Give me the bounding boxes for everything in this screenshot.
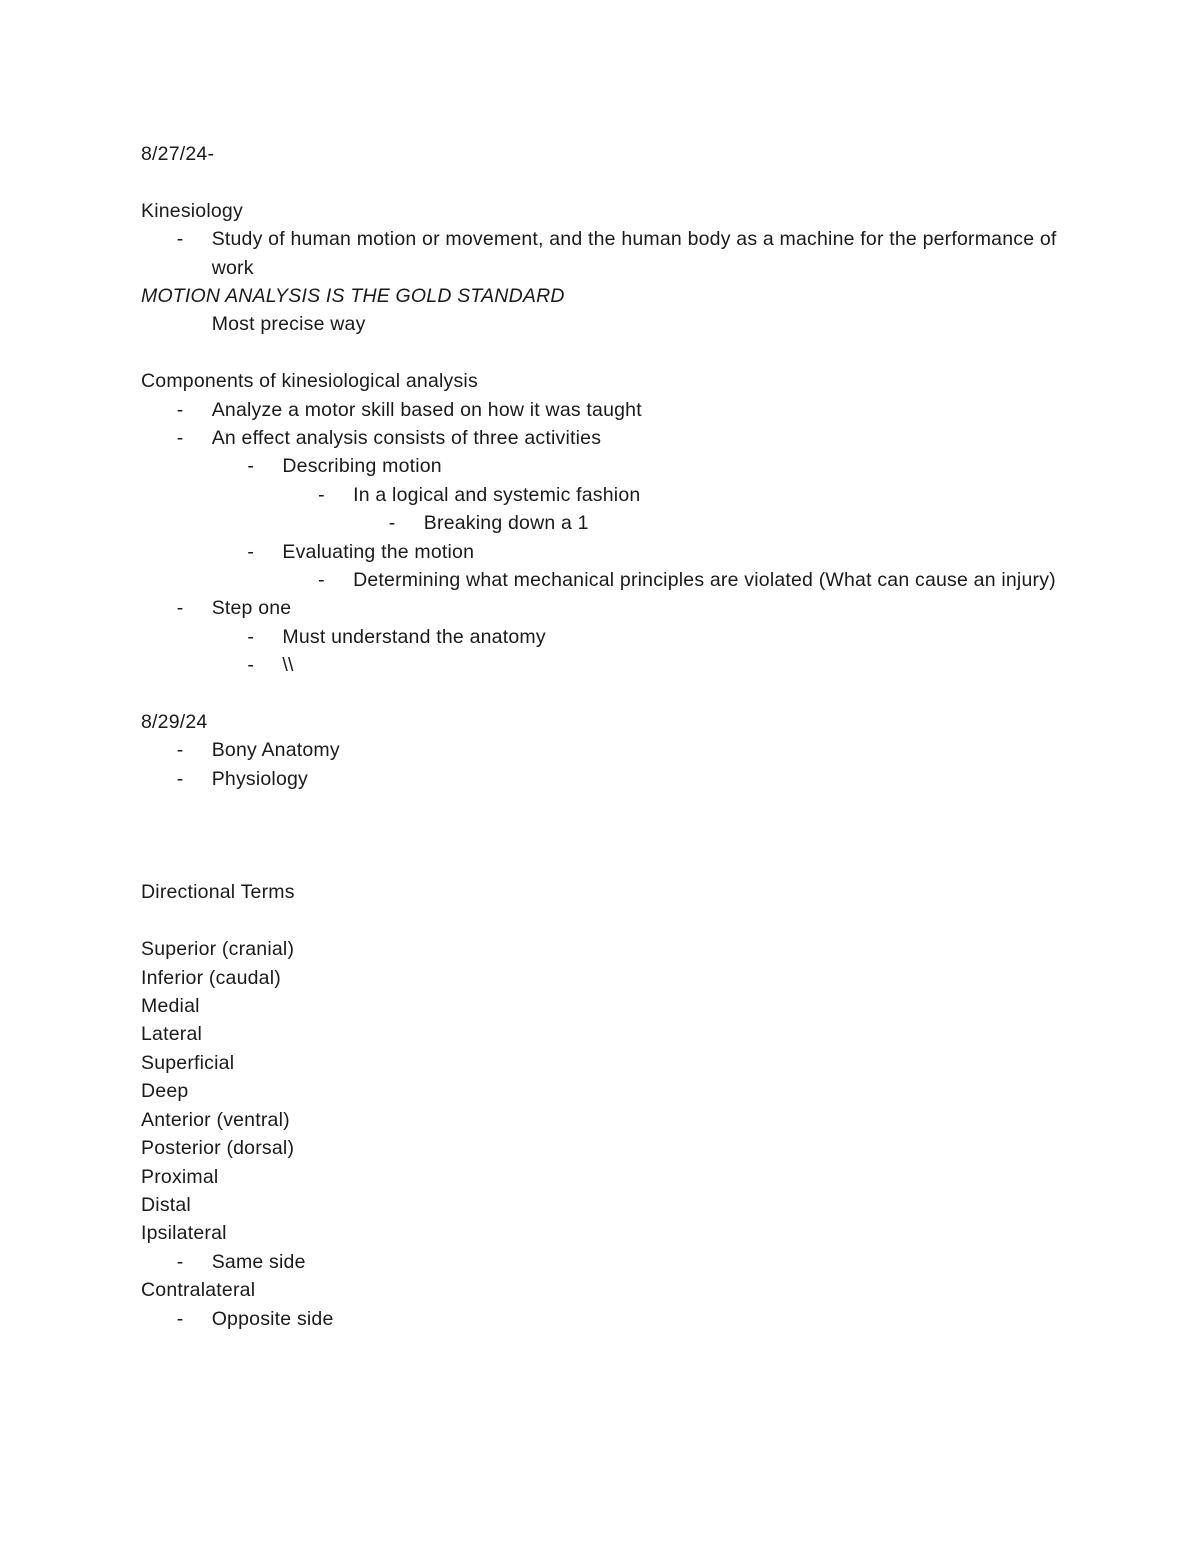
- line-text: Kinesiology: [141, 199, 243, 222]
- line-text: Directional Terms: [141, 881, 295, 904]
- text-line: [141, 878, 1061, 906]
- bullet-item: [141, 623, 1061, 651]
- bullet-item: [141, 452, 1061, 480]
- line-text: Most precise way: [211, 313, 366, 336]
- line-text: 8/29/24: [141, 711, 208, 734]
- line-text: MOTION ANALYSIS IS THE GOLD STANDARD: [141, 285, 565, 308]
- text-line: [141, 1077, 1061, 1105]
- bullet-item: [141, 396, 1061, 424]
- bullet-item: [141, 651, 1061, 679]
- blank-line: [141, 680, 1061, 708]
- line-text: Breaking down a 1: [423, 512, 589, 535]
- text-line: [141, 1134, 1061, 1162]
- bullet-dash: -: [176, 1307, 184, 1330]
- document-body: [141, 140, 1061, 1333]
- line-text: Distal: [141, 1193, 191, 1216]
- line-text: Study of human motion or movement, and the human body as a machine for the performance of work: [211, 228, 1057, 279]
- text-line: [141, 708, 1061, 736]
- blank-line: [141, 339, 1061, 367]
- line-text: Determining what mechanical principles are violated (What can cause an injury): [353, 569, 1056, 592]
- blank-line: [141, 793, 1061, 821]
- line-text: Proximal: [141, 1165, 219, 1188]
- line-text: Deep: [141, 1080, 189, 1103]
- text-line: [141, 1191, 1061, 1219]
- line-text: Must understand the anatomy: [282, 625, 546, 648]
- text-line: [141, 1049, 1061, 1077]
- line-text: Evaluating the motion: [282, 540, 475, 563]
- line-text: Ipsilateral: [141, 1222, 227, 1245]
- bullet-dash: -: [247, 540, 255, 563]
- text-line: [141, 964, 1061, 992]
- bullet-item: [141, 225, 1061, 282]
- blank-line: [141, 850, 1061, 878]
- line-text: \\: [282, 654, 294, 677]
- text-line: [141, 992, 1061, 1020]
- line-text: Contralateral: [141, 1279, 256, 1302]
- line-text: Same side: [211, 1250, 306, 1273]
- line-text: Medial: [141, 995, 200, 1018]
- bullet-dash: -: [176, 228, 184, 251]
- text-line: [141, 310, 1061, 338]
- bullet-item: [141, 566, 1061, 594]
- bullet-dash: -: [388, 512, 396, 535]
- blank-line: [141, 907, 1061, 935]
- line-text: Anterior (ventral): [141, 1108, 290, 1131]
- line-text: In a logical and systemic fashion: [353, 483, 641, 506]
- bullet-dash: -: [176, 1250, 184, 1273]
- bullet-dash: -: [318, 569, 325, 592]
- bullet-dash: -: [176, 739, 184, 762]
- bullet-item: [141, 538, 1061, 566]
- text-line: [141, 140, 1061, 168]
- line-text: Opposite side: [211, 1307, 334, 1330]
- line-text: 8/27/24-: [141, 143, 215, 165]
- text-line: [141, 1106, 1061, 1134]
- text-line: [141, 1020, 1061, 1048]
- line-text: Analyze a motor skill based on how it was taught: [211, 398, 642, 421]
- text-line: [141, 1163, 1061, 1191]
- text-line: [141, 1219, 1061, 1247]
- bullet-item: [141, 509, 1061, 537]
- line-text: Describing motion: [282, 455, 442, 478]
- bullet-dash: -: [176, 597, 184, 620]
- text-line: [141, 367, 1061, 395]
- bullet-item: [141, 736, 1061, 764]
- bullet-dash: -: [247, 625, 255, 648]
- bullet-dash: -: [318, 483, 325, 506]
- bullet-dash: -: [176, 398, 184, 421]
- bullet-dash: -: [247, 455, 255, 478]
- bullet-item: [141, 594, 1061, 622]
- line-text: Physiology: [211, 767, 308, 790]
- text-line: [141, 935, 1061, 963]
- bullet-item: [141, 481, 1061, 509]
- bullet-item: [141, 424, 1061, 452]
- text-line: [141, 197, 1061, 225]
- line-text: Lateral: [141, 1023, 203, 1046]
- bullet-item: [141, 1305, 1061, 1333]
- blank-line: [141, 168, 1061, 196]
- line-text: Components of kinesiological analysis: [141, 370, 478, 393]
- bullet-item: [141, 1248, 1061, 1276]
- line-text: Superficial: [141, 1051, 235, 1074]
- text-line: [141, 282, 1061, 310]
- blank-line: [141, 822, 1061, 850]
- bullet-item: [141, 765, 1061, 793]
- line-text: Step one: [211, 597, 292, 620]
- text-line: [141, 1276, 1061, 1304]
- line-text: Inferior (caudal): [141, 966, 281, 989]
- bullet-dash: -: [176, 427, 184, 450]
- line-text: An effect analysis consists of three activities: [211, 427, 602, 450]
- line-text: Bony Anatomy: [211, 739, 340, 762]
- bullet-dash: -: [247, 654, 255, 677]
- line-text: Superior (cranial): [141, 938, 295, 961]
- line-text: Posterior (dorsal): [141, 1137, 295, 1160]
- bullet-dash: -: [176, 767, 184, 790]
